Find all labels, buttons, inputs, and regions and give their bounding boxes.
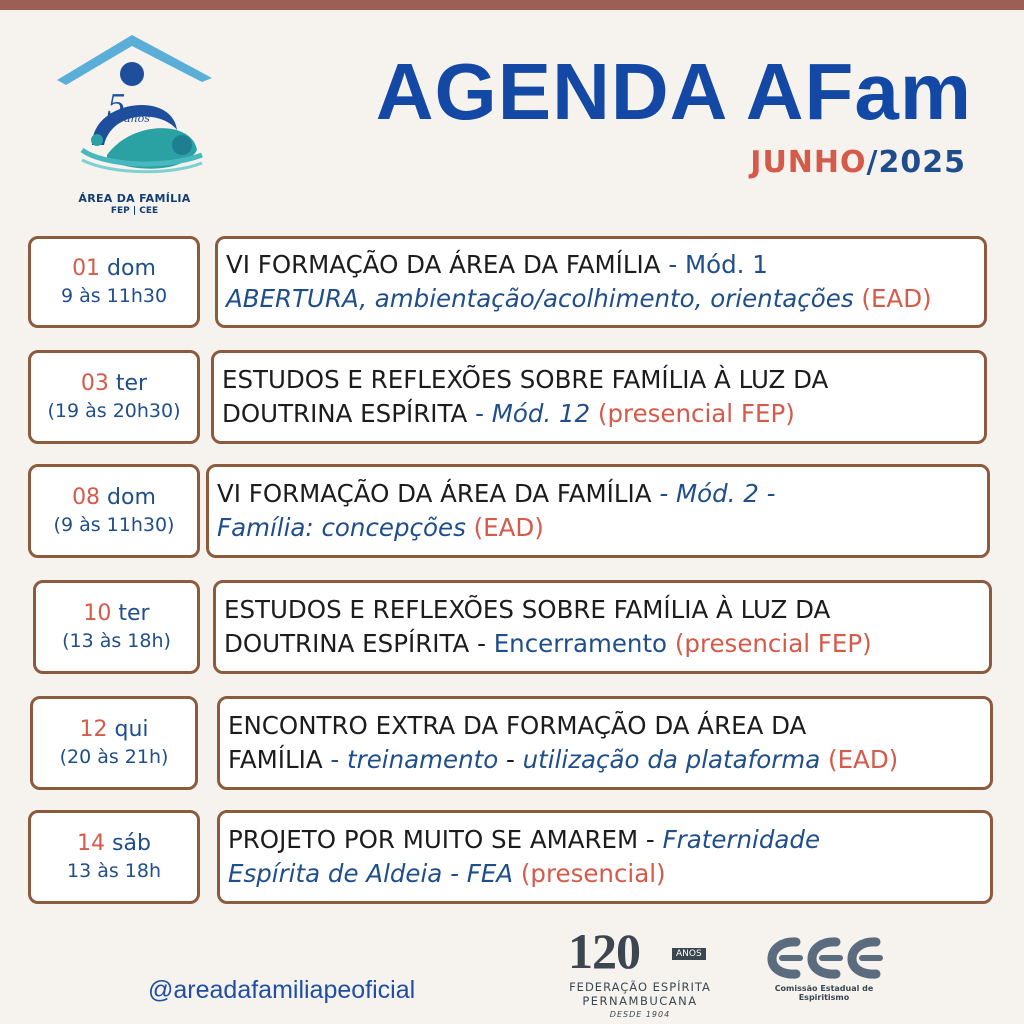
event-segment: ESTUDOS E REFLEXÕES SOBRE FAMÍLIA À LUZ DA bbox=[224, 595, 831, 625]
event-time: 13 às 18h bbox=[66, 860, 162, 883]
event-description-box bbox=[211, 350, 987, 444]
fep-since: DESDE 1904 bbox=[609, 1010, 671, 1019]
event-time: 9 às 11h30 bbox=[60, 285, 168, 308]
event-date-box bbox=[33, 580, 200, 674]
event-day-name: dom bbox=[100, 485, 156, 511]
event-segment: utilização da plataforma bbox=[522, 745, 821, 774]
event-day-name: sáb bbox=[105, 831, 151, 857]
event-text bbox=[228, 709, 898, 777]
event-time: (9 às 11h30) bbox=[53, 514, 175, 537]
event-description-box bbox=[217, 696, 993, 790]
event-day bbox=[31, 254, 197, 284]
event-segment: (EAD) bbox=[853, 284, 932, 313]
logo-sub: FEP | CEE bbox=[110, 206, 159, 216]
event-day-number: 03 bbox=[80, 371, 109, 397]
event-segment: - bbox=[498, 745, 523, 774]
event-time: (13 às 18h) bbox=[62, 630, 171, 653]
instagram-handle[interactable]: @areadafamiliapeoficial bbox=[148, 976, 416, 1004]
event-line bbox=[226, 282, 932, 316]
event-date-box bbox=[28, 350, 200, 444]
event-day-number: 14 bbox=[77, 831, 106, 857]
event-text bbox=[226, 248, 932, 316]
event-description-box bbox=[206, 464, 990, 558]
event-segment: ESTUDOS E REFLEXÕES SOBRE FAMÍLIA À LUZ DA bbox=[222, 365, 829, 395]
event-date-box bbox=[28, 236, 200, 328]
event-segment: ENCONTRO EXTRA DA FORMAÇÃO DA ÁREA DA bbox=[228, 711, 807, 741]
event-day bbox=[31, 483, 197, 513]
event-day bbox=[33, 715, 195, 745]
event-line bbox=[217, 511, 775, 545]
event-segment: (presencial FEP) bbox=[590, 399, 795, 428]
page-title: AGENDA AFam bbox=[375, 47, 972, 136]
event-description-box bbox=[217, 810, 993, 904]
event-segment: ABERTURA, ambientação/acolhimento, orientações bbox=[226, 284, 854, 313]
event-day-name: dom bbox=[100, 256, 156, 282]
event-line bbox=[228, 709, 898, 743]
event-date-box bbox=[28, 810, 200, 904]
event-segment: - Mód. 2 - bbox=[651, 479, 776, 509]
event-day bbox=[36, 599, 197, 629]
area-familia-logo bbox=[52, 30, 217, 216]
event-line bbox=[226, 248, 932, 282]
event-day bbox=[31, 829, 197, 859]
fep-line1: FEDERAÇÃO ESPÍRITA bbox=[569, 980, 711, 994]
event-segment: (presencial) bbox=[513, 859, 666, 888]
event-segment: Espírita de Aldeia - FEA bbox=[228, 859, 514, 888]
event-text bbox=[217, 477, 775, 545]
event-segment: (EAD) bbox=[465, 513, 544, 542]
fep-number: 120 bbox=[568, 923, 640, 979]
fep-120-logo bbox=[560, 923, 720, 1022]
year-separator: / bbox=[866, 145, 879, 180]
event-segment: Mód. 12 bbox=[491, 399, 591, 428]
event-segment: (EAD) bbox=[820, 745, 899, 774]
logo-anniversary: 5 bbox=[107, 89, 127, 124]
event-day-number: 01 bbox=[72, 256, 101, 282]
event-day-number: 12 bbox=[79, 717, 108, 743]
event-description-box bbox=[215, 236, 987, 328]
event-segment: - Mód. 1 bbox=[660, 250, 768, 280]
event-line bbox=[228, 743, 898, 777]
event-segment: - bbox=[322, 745, 348, 774]
year-label: 2025 bbox=[878, 145, 966, 180]
event-segment: PROJETO POR MUITO SE AMAREM - bbox=[228, 825, 663, 855]
fep-line2: PERNAMBUCANA bbox=[582, 994, 698, 1008]
event-day-name: ter bbox=[111, 601, 150, 627]
event-segment: Família: concepções bbox=[217, 513, 466, 542]
month-label: JUNHO bbox=[750, 145, 867, 180]
event-segment: (presencial FEP) bbox=[667, 629, 872, 658]
event-text bbox=[224, 593, 872, 661]
event-line bbox=[217, 477, 775, 511]
event-line bbox=[224, 593, 872, 627]
event-day-name: ter bbox=[108, 371, 148, 397]
event-day-number: 10 bbox=[83, 601, 112, 627]
event-date-box bbox=[28, 464, 200, 558]
event-line bbox=[224, 627, 872, 661]
event-segment: - bbox=[467, 399, 492, 428]
top-bar bbox=[0, 0, 1024, 10]
event-date-box bbox=[30, 696, 198, 790]
event-description-box bbox=[213, 580, 992, 674]
cee-name: Comissão Estadual de Espiritismo bbox=[774, 984, 874, 1002]
fep-anos: ANOS bbox=[672, 948, 706, 960]
event-line bbox=[228, 823, 820, 857]
event-segment: DOUTRINA ESPÍRITA - bbox=[224, 629, 494, 658]
event-day-number: 08 bbox=[72, 485, 101, 511]
event-segment: treinamento bbox=[347, 745, 499, 774]
logo-anos: anos bbox=[124, 112, 150, 125]
event-segment: Fraternidade bbox=[662, 825, 821, 855]
event-day bbox=[31, 369, 197, 399]
event-text bbox=[222, 363, 828, 431]
event-segment: FAMÍLIA bbox=[228, 745, 323, 774]
logo-name: ÁREA DA FAMÍLIA bbox=[78, 192, 191, 205]
event-line bbox=[222, 397, 828, 431]
event-segment: Encerramento bbox=[493, 629, 668, 658]
event-segment: DOUTRINA ESPÍRITA bbox=[222, 399, 468, 428]
event-line bbox=[228, 857, 820, 891]
event-time: (20 às 21h) bbox=[59, 746, 169, 769]
page-subtitle bbox=[750, 145, 966, 180]
event-segment: VI FORMAÇÃO DA ÁREA DA FAMÍLIA bbox=[226, 250, 661, 280]
event-time: (19 às 20h30) bbox=[47, 400, 181, 423]
event-segment: VI FORMAÇÃO DA ÁREA DA FAMÍLIA bbox=[217, 479, 652, 509]
event-line bbox=[222, 363, 828, 397]
event-day-name: qui bbox=[107, 717, 149, 743]
event-text bbox=[228, 823, 820, 891]
